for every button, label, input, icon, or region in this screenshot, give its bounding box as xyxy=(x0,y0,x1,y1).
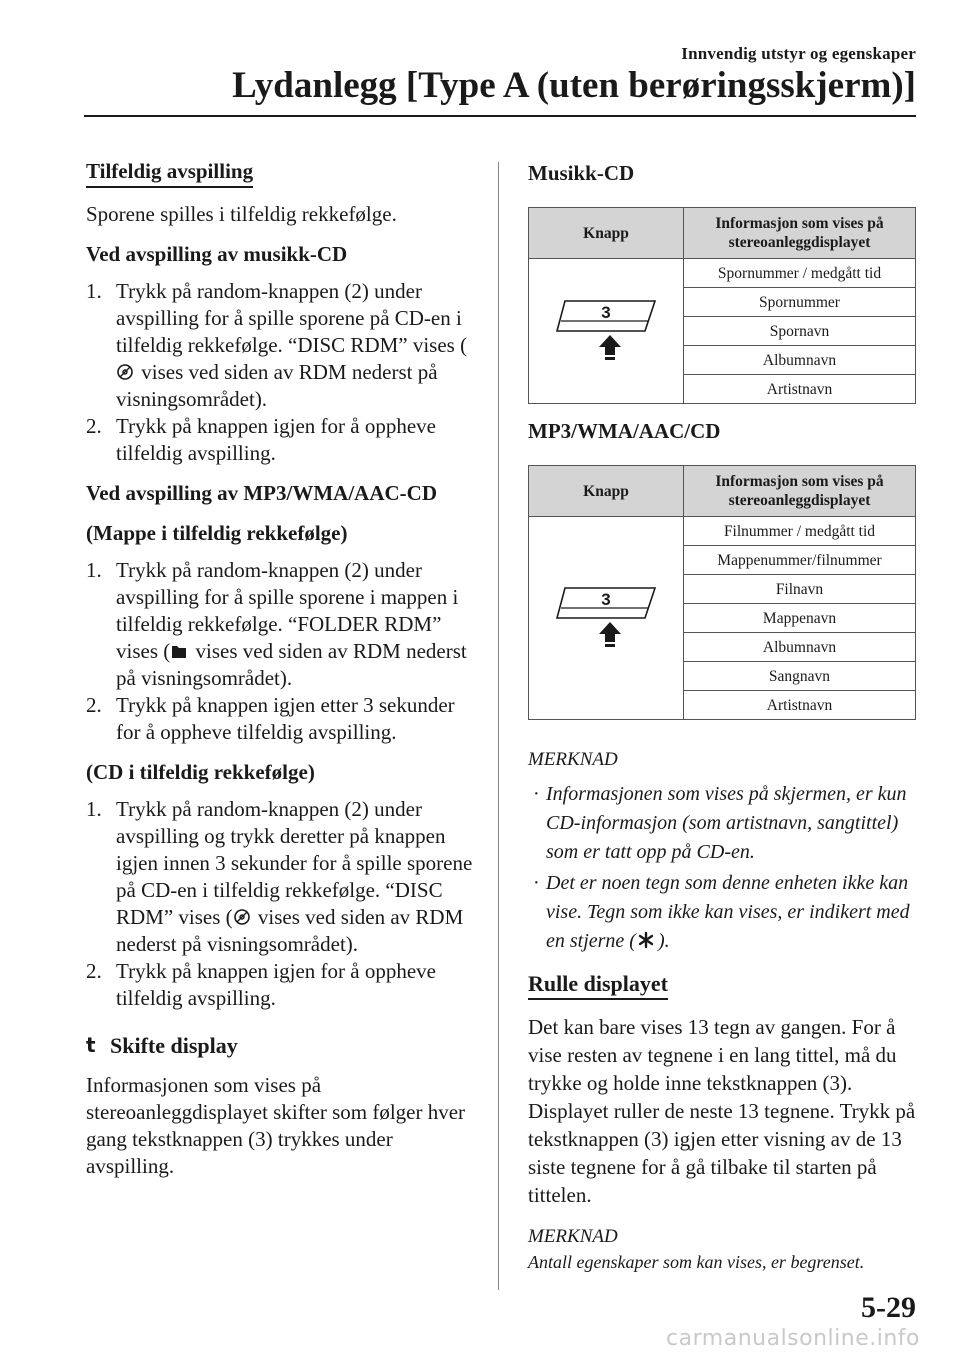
table-header-row xyxy=(529,208,916,259)
header-title: Lydanlegg [Type A (uten berøringsskjerm)] xyxy=(232,65,916,106)
switch-heading-text: Skifte display xyxy=(110,1033,238,1058)
right-column xyxy=(528,160,916,1274)
table-cell: Spornavn xyxy=(684,317,916,346)
table-cell: Filnavn xyxy=(684,575,916,604)
note-text: Informasjonen som vises på skjermen, er kun CD-informasjon (som artistnavn, sangtittel) som er tatt opp på CD-en. xyxy=(546,783,907,863)
list-item xyxy=(86,692,476,746)
step-text: Trykk på knappen igjen for å oppheve tilfeldig avspilling. xyxy=(116,414,436,465)
scroll-text: Det kan bare vises 13 tegn av gangen. For å vise resten av tegnene i en lang tittel, må du trykke og holde inne tekstknappen (3). Displayet ruller de neste 13 tegnene. Trykk på tekstknappen (3) igjen etter visning av de 13 siste tegnene for å gå tilbake til starten på tittelen. xyxy=(528,1015,916,1207)
table-header-row xyxy=(529,466,916,517)
list-item xyxy=(528,780,916,867)
folder-steps xyxy=(86,557,476,746)
page-number: 5-29 xyxy=(861,1291,916,1324)
folder-heading: (Mappe i tilfeldig rekkefølge) xyxy=(86,521,348,545)
step-number: 1. xyxy=(86,797,102,821)
disc-icon xyxy=(234,908,250,926)
table-cell: Spornummer xyxy=(684,288,916,317)
cd-random-steps xyxy=(86,796,476,1012)
step-text: Trykk på random-knappen (2) under avspilling for å spille sporene på CD-en i tilfeldig rekkefølge. “DISC RDM” vises ( xyxy=(116,279,468,357)
step-text: Trykk på knappen igjen etter 3 sekunder for å oppheve tilfeldig avspilling. xyxy=(116,693,455,744)
section-bullet-icon: t xyxy=(86,1033,96,1057)
text-button-icon xyxy=(551,578,661,658)
disc-icon xyxy=(117,363,133,381)
text-button-illustration xyxy=(529,517,684,720)
note-heading: MERKNAD xyxy=(528,749,618,770)
header-rule xyxy=(84,115,916,117)
table-cell: Sangnavn xyxy=(684,662,916,691)
column-divider xyxy=(498,162,499,1290)
step-number: 2. xyxy=(86,414,102,438)
list-item xyxy=(528,869,916,956)
table-cell: Filnummer / medgått tid xyxy=(684,517,916,546)
bullet: · xyxy=(533,783,540,805)
button-number-label: 3 xyxy=(601,303,611,322)
text-button-illustration xyxy=(529,259,684,404)
list-item xyxy=(86,958,476,1012)
column-header-info: Informasjon som vises på stereoanleggdisplayet xyxy=(684,466,916,517)
step-number: 1. xyxy=(86,558,102,582)
step-number: 2. xyxy=(86,693,102,717)
note2-text: Antall egenskaper som kan vises, er begrenset. xyxy=(528,1252,865,1272)
mp3-title: MP3/WMA/AAC/CD xyxy=(528,419,721,443)
table-cell: Artistnavn xyxy=(684,691,916,720)
table-row xyxy=(529,259,916,288)
button-number-label: 3 xyxy=(601,590,611,609)
note-text-end: ). xyxy=(657,930,670,952)
switch-text: Informasjonen som vises på stereoanleggdisplayet skifter som følger hver gang tekstknappen (3) trykkes under avspilling. xyxy=(86,1073,466,1178)
table-cell: Artistnavn xyxy=(684,375,916,404)
music-cd-table xyxy=(528,207,916,404)
note-text: Det er noen tegn som denne enheten ikke kan vise. Tegn som ikke kan vises, er indikert med en stjerne ( xyxy=(546,872,910,952)
list-item xyxy=(86,557,476,692)
music-cd-steps xyxy=(86,278,476,467)
table-cell: Mappenummer/filnummer xyxy=(684,546,916,575)
list-item xyxy=(86,796,476,958)
list-item xyxy=(86,413,476,467)
scroll-heading-wrap xyxy=(528,970,916,1000)
step-text: Trykk på knappen igjen for å oppheve tilfeldig avspilling. xyxy=(116,959,436,1010)
table-cell: Albumnavn xyxy=(684,633,916,662)
mp3-heading: Ved avspilling av MP3/WMA/AAC-CD xyxy=(86,481,437,505)
switch-display-heading xyxy=(86,1032,476,1059)
header-subtitle: Innvendig utstyr og egenskaper xyxy=(681,44,916,63)
step-text-end: vises ved siden av RDM nederst på visningsområdet). xyxy=(116,360,438,411)
step-text-end: vises ved siden av RDM nederst på visningsområdet). xyxy=(116,905,464,956)
text-button-icon xyxy=(551,291,661,371)
music-cd-heading: Ved avspilling av musikk-CD xyxy=(86,242,348,266)
scroll-heading: Rulle displayet xyxy=(528,970,668,1000)
cd-random-heading: (CD i tilfeldig rekkefølge) xyxy=(86,760,315,784)
list-item xyxy=(86,278,476,413)
watermark: carmanualsonline.info xyxy=(666,1326,920,1351)
table-cell: Spornummer / medgått tid xyxy=(684,259,916,288)
folder-icon xyxy=(171,642,187,660)
step-text: Trykk på random-knappen (2) under avspilling for å spille sporene i mappen i tilfeldig rekkefølge. “FOLDER RDM” vises ( xyxy=(116,558,459,663)
music-cd-title: Musikk-CD xyxy=(528,161,635,185)
bullet: · xyxy=(533,872,540,894)
table-cell: Albumnavn xyxy=(684,346,916,375)
step-number: 1. xyxy=(86,279,102,303)
step-text: Trykk på random-knappen (2) under avspilling og trykk deretter på knappen igjen innen 3 sekunder for å spille sporene på CD-en i tilfeldig rekkefølge. “DISC RDM” vises ( xyxy=(116,797,473,929)
table-row xyxy=(529,517,916,546)
step-number: 2. xyxy=(86,959,102,983)
asterisk-icon xyxy=(637,931,655,949)
note2-heading: MERKNAD xyxy=(528,1226,618,1247)
column-header-info: Informasjon som vises på stereoanleggdisplayet xyxy=(684,208,916,259)
column-header-button: Knapp xyxy=(529,466,684,517)
notes-list xyxy=(528,780,916,956)
table-cell: Mappenavn xyxy=(684,604,916,633)
random-intro: Sporene spilles i tilfeldig rekkefølge. xyxy=(86,202,397,226)
column-header-button: Knapp xyxy=(529,208,684,259)
left-column xyxy=(86,158,476,1180)
random-heading: Tilfeldig avspilling xyxy=(86,158,253,188)
step-text-end: vises ved siden av RDM nederst på visningsområdet). xyxy=(116,639,467,690)
mp3-table xyxy=(528,465,916,720)
